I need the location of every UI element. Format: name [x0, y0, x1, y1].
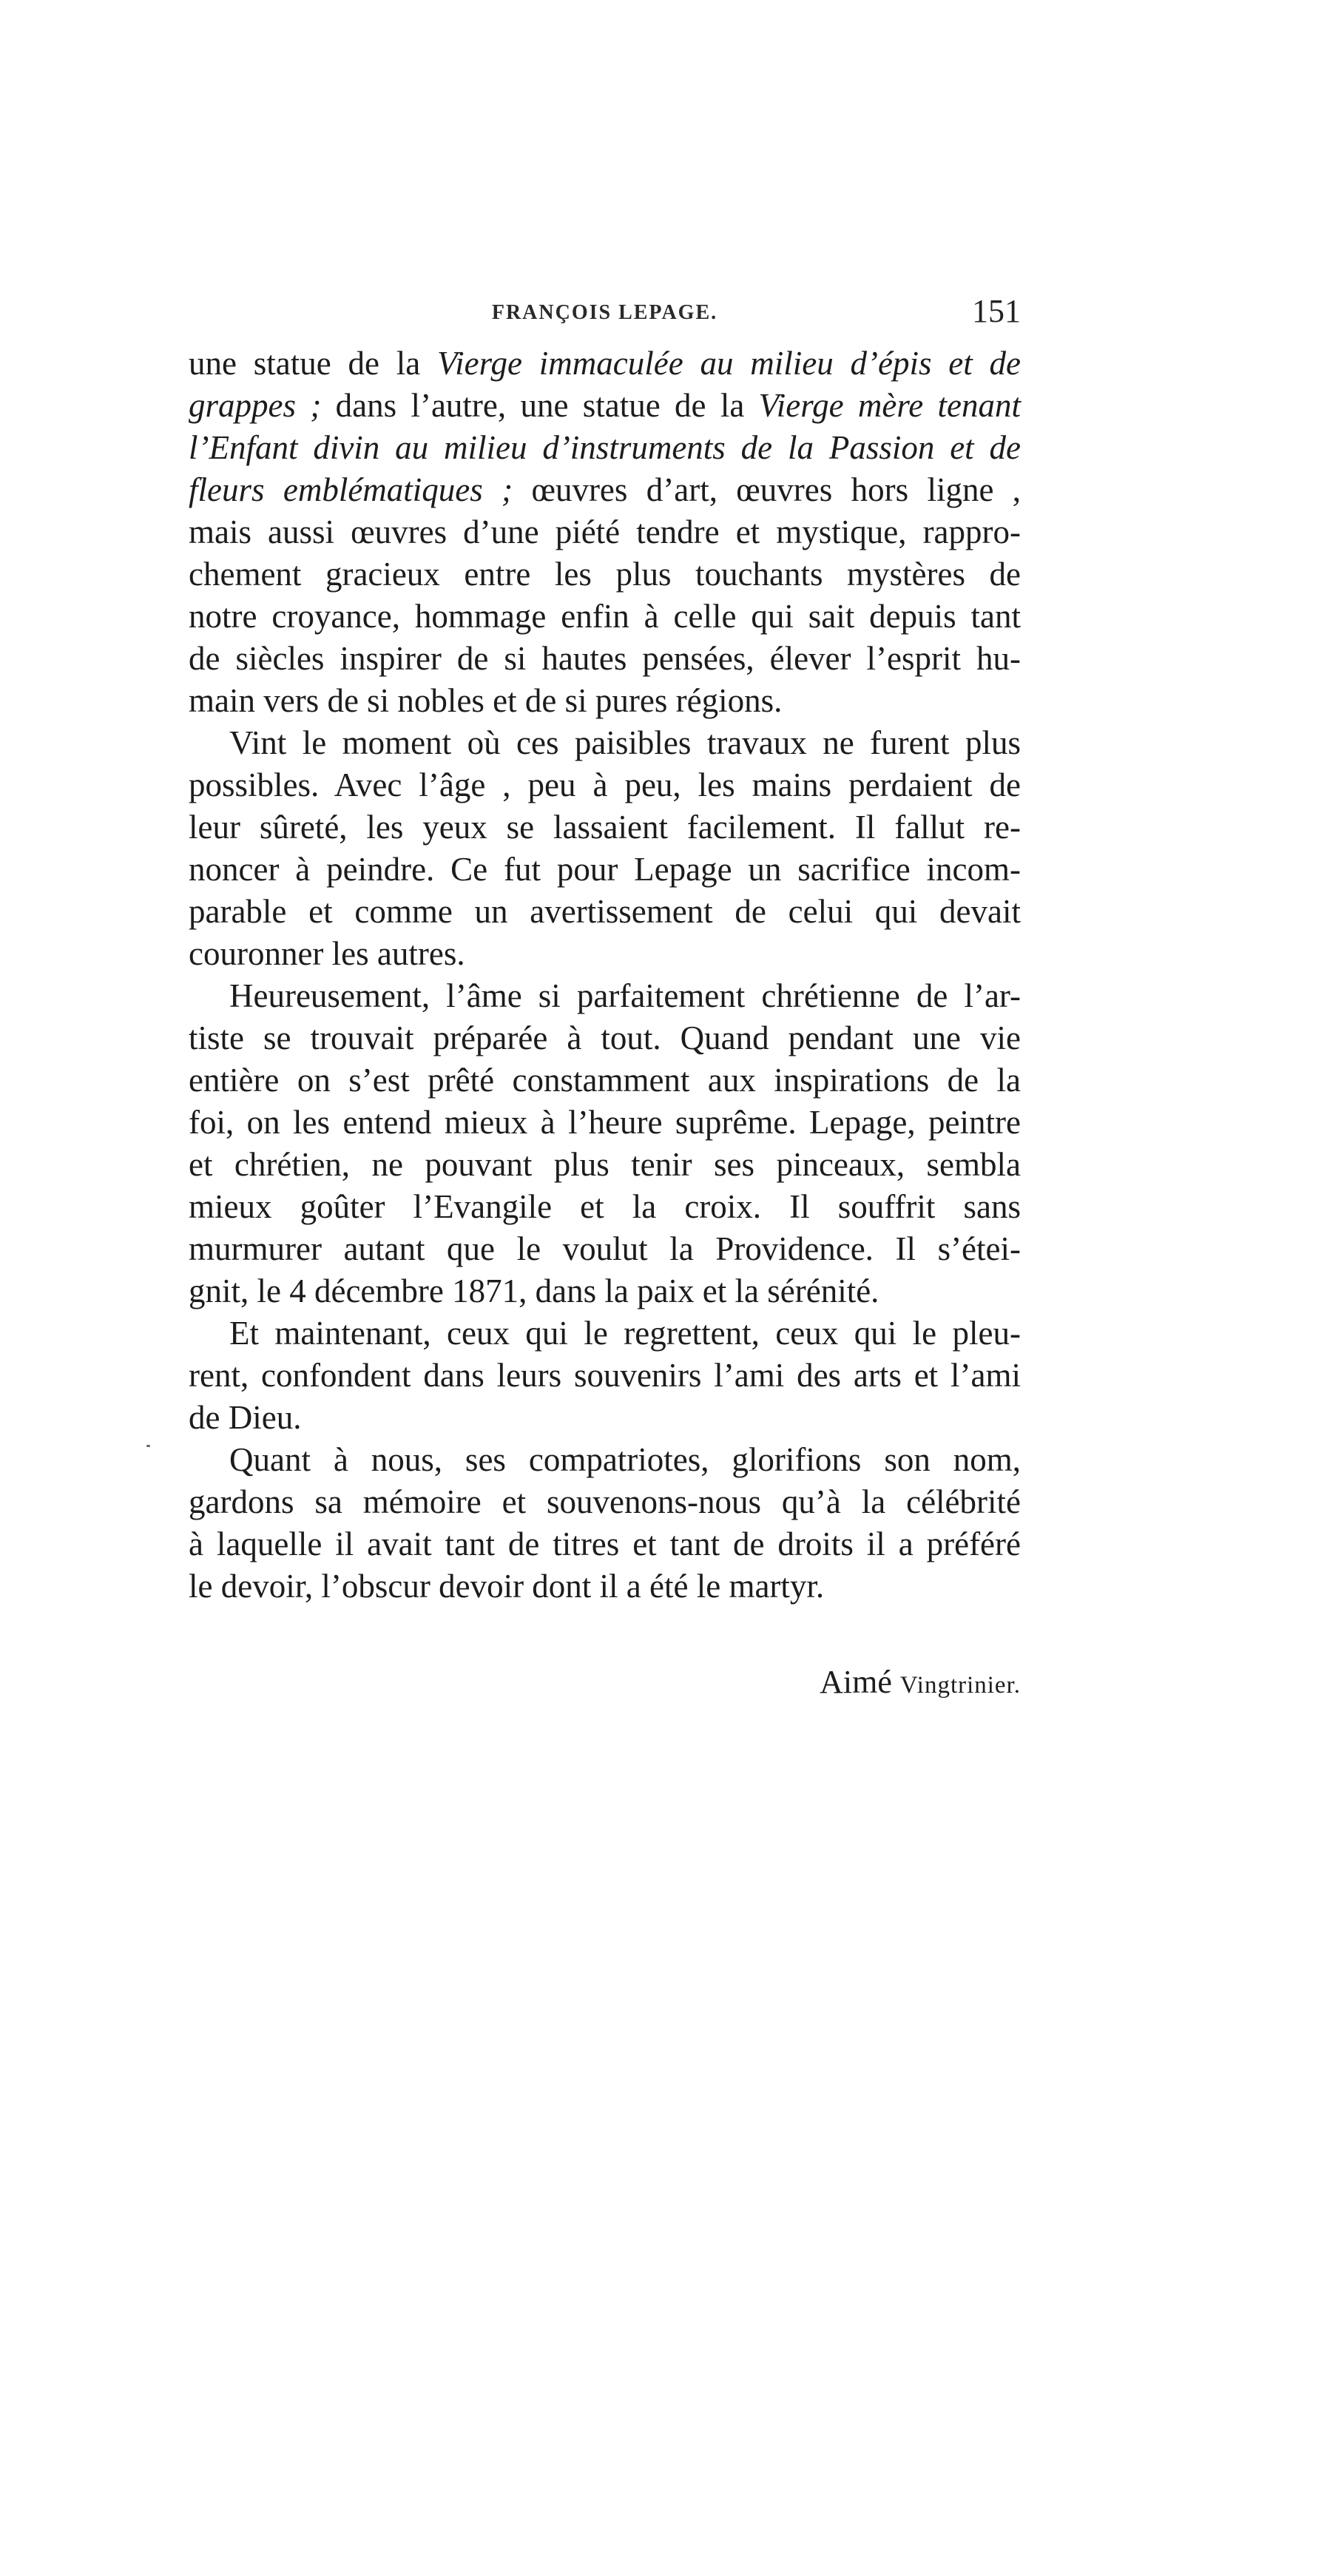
signature-first-name: Aimé — [820, 1664, 892, 1700]
body-text — [189, 343, 1021, 1608]
text-line: possibles. Avec l’âge , peu à peu, les mains perdaient de — [189, 766, 1021, 803]
italic-segment: Vierge mère tenant — [758, 387, 1021, 424]
text-line: gnit, le 4 décembre 1871, dans la paix et la sérénité. — [189, 1272, 879, 1309]
text-line: chement gracieux entre les plus touchants mystères de — [189, 556, 1021, 593]
text-line: leur sûreté, les yeux se lassaient facilement. Il fallut re- — [189, 809, 1021, 846]
italic-segment: Vierge immaculée au milieu d’épis et de — [437, 345, 1021, 382]
text-line: gardons sa mémoire et souvenons-nous qu’à la célébrité — [189, 1483, 1021, 1520]
running-title: FRANÇOIS LEPAGE. — [491, 301, 718, 324]
text-line: mieux goûter l’Evangile et la croix. Il souffrit sans — [189, 1188, 1021, 1225]
text-segment: œuvres d’art, œuvres hors ligne , — [513, 471, 1021, 508]
text-line: Heureusement, l’âme si parfaitement chrétienne de l’ar- — [229, 977, 1021, 1014]
text-line: parable et comme un avertissement de celui qui devait — [189, 893, 1021, 930]
text-line — [189, 427, 1021, 469]
italic-segment: fleurs emblématiques ; — [189, 471, 513, 508]
italic-segment: l’Enfant divin au milieu d’instruments de la Passion et de — [189, 429, 1021, 466]
text-line: Et maintenant, ceux qui le regrettent, ceux qui le pleu- — [229, 1315, 1021, 1352]
text-line: à laquelle il avait tant de titres et tant de droits il a préféré — [189, 1525, 1021, 1562]
text-line: murmurer autant que le voulut la Providence. Il s’étei- — [189, 1230, 1021, 1267]
text-line — [189, 385, 1021, 427]
page-number: 151 — [972, 293, 1021, 329]
text-line: Quant à nous, ses compatriotes, glorifions son nom, — [229, 1441, 1021, 1478]
text-line: de Dieu. — [189, 1399, 302, 1436]
text-line: entière on s’est prêté constamment aux inspirations de la — [189, 1062, 1021, 1099]
text-line: tiste se trouvait préparée à tout. Quand pendant une vie — [189, 1019, 1021, 1056]
text-line — [189, 469, 1021, 511]
text-line: et chrétien, ne pouvant plus tenir ses pinceaux, sembla — [189, 1146, 1021, 1183]
text-line: notre croyance, hommage enfin à celle qui sait depuis tant — [189, 598, 1021, 635]
text-line: mais aussi œuvres d’une piété tendre et mystique, rappro- — [189, 513, 1021, 550]
text-line: de siècles inspirer de si hautes pensées, élever l’esprit hu- — [189, 640, 1021, 677]
author-signature — [820, 1661, 1021, 1707]
text-line: rent, confondent dans leurs souvenirs l’ami des arts et l’ami — [189, 1357, 1021, 1394]
italic-segment: grappes ; — [189, 387, 322, 424]
text-line: main vers de si nobles et de si pures régions. — [189, 682, 783, 719]
text-line: noncer à peindre. Ce fut pour Lepage un sacrifice incom- — [189, 851, 1021, 888]
text-line: le devoir, l’obscur devoir dont il a été le martyr. — [189, 1568, 825, 1605]
margin-speck — [146, 1445, 150, 1447]
text-line: couronner les autres. — [189, 935, 465, 972]
text-line — [189, 343, 1021, 385]
signature-last-name: Vingtrinier. — [899, 1672, 1021, 1699]
text-segment: une statue de la — [189, 345, 438, 382]
running-head — [189, 292, 1021, 337]
text-segment: dans l’autre, une statue de la — [321, 387, 759, 424]
text-line: foi, on les entend mieux à l’heure suprême. Lepage, peintre — [189, 1104, 1021, 1141]
text-line: Vint le moment où ces paisibles travaux ne furent plus — [229, 724, 1021, 761]
